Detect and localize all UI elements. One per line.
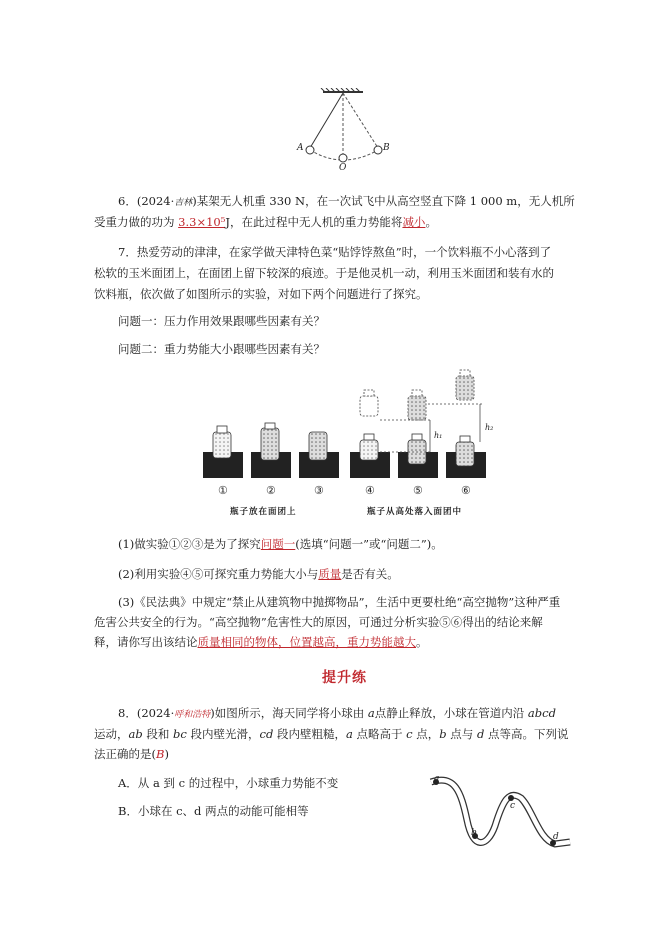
q6-line2: 受重力做的功为 3.3×10⁵J，在此过程中无人机的重力势能将减小。 (94, 215, 437, 229)
track-label-c: c (510, 801, 516, 811)
track-figure (425, 770, 573, 856)
q6-answer-work: 3.3×10⁵ (178, 215, 226, 229)
figure-caption-right: 瓶子从高处落入面团中 (367, 507, 463, 517)
q7-line2: 松软的玉米面团上，在面团上留下较深的痕迹。于是他灵机一动，利用玉米面团和装有水的 (94, 266, 554, 280)
figure-label-6: ⑥ (461, 484, 471, 497)
q7-sub3-line2: 危害公共安全的行为。“高空抛物”危害性大的原因，可通过分析实验⑤⑥得出的结论来解 (94, 615, 543, 629)
section-title: 提升练 (322, 670, 367, 686)
q8-line3: 法正确的是(B) (94, 747, 169, 761)
q6-answer-energy: 减小 (402, 215, 426, 229)
q8-line2: 运动，ab 段和 bc 段内壁光滑，cd 段内壁粗糙，a 点略高于 c 点，b 点与 d 点等高。下列说 (94, 727, 569, 741)
q7-line3: 饮料瓶，依次做了如图所示的实验，对如下两个问题进行了探究。 (94, 287, 428, 301)
q8-answer: B (156, 747, 165, 761)
q7-sub2-answer: 质量 (318, 567, 342, 581)
track-label-d: d (553, 832, 559, 842)
q7-problem1: 问题一：压力作用效果跟哪些因素有关？ (118, 314, 325, 328)
track-label-a: a (434, 774, 440, 784)
q6-region-tag: 吉林 (174, 198, 193, 208)
q7-sub1-answer: 问题一 (260, 537, 296, 551)
q7-sub1: (1)做实验①②③是为了探究问题一(选填“问题一”或“问题二”)。 (118, 537, 443, 551)
figure-label-1: ① (218, 484, 228, 497)
figure-label-3: ③ (314, 484, 324, 497)
q7-line1: 7．热爱劳动的津津，在家学做天津特色菜“贴饽饽熬鱼”时，一个饮料瓶不小心落到了 (118, 245, 552, 259)
figure-h1-label: h₁ (434, 431, 443, 440)
pendulum-label-b: B (383, 143, 390, 153)
experiment-figure (198, 368, 494, 496)
pendulum-label-a: A (297, 143, 304, 153)
q7-problem2: 问题二：重力势能大小跟哪些因素有关？ (118, 342, 325, 356)
pendulum-figure (285, 88, 395, 168)
pendulum-label-o: O (339, 163, 347, 173)
q7-sub3-line1: (3)《民法典》中规定“禁止从建筑物中抛掷物品”，生活中更要杜绝“高空抛物”这种严重 (118, 595, 561, 609)
q7-sub2: (2)利用实验④⑤可探究重力势能大小与质量是否有关。 (118, 567, 399, 581)
figure-label-2: ② (266, 484, 276, 497)
q8-line1: 8．(2024·呼和浩特)如图所示，海天同学将小球由 a点静止释放，小球在管道内沿 abcd (118, 706, 556, 720)
q8-option-b: B．小球在 c、d 两点的动能可能相等 (118, 804, 309, 818)
figure-label-4: ④ (365, 484, 375, 497)
figure-caption-left: 瓶子放在面团上 (230, 507, 297, 517)
q6-line1: 6．(2024·吉林)某架无人机重 330 N，在一次试飞中从高空竖直下降 1 000 m，无人机所 (118, 194, 575, 208)
q8-region-tag: 呼和浩特 (174, 710, 211, 720)
track-label-b: b (471, 828, 477, 838)
q8-option-a: A．从 a 到 c 的过程中，小球重力势能不变 (118, 776, 339, 790)
figure-h2-label: h₂ (485, 423, 494, 432)
q7-sub3-answer: 质量相同的物体，位置越高，重力势能越大 (197, 635, 416, 649)
figure-label-5: ⑤ (413, 484, 423, 497)
q7-sub3-line3: 释，请你写出该结论质量相同的物体，位置越高，重力势能越大。 (94, 635, 428, 649)
